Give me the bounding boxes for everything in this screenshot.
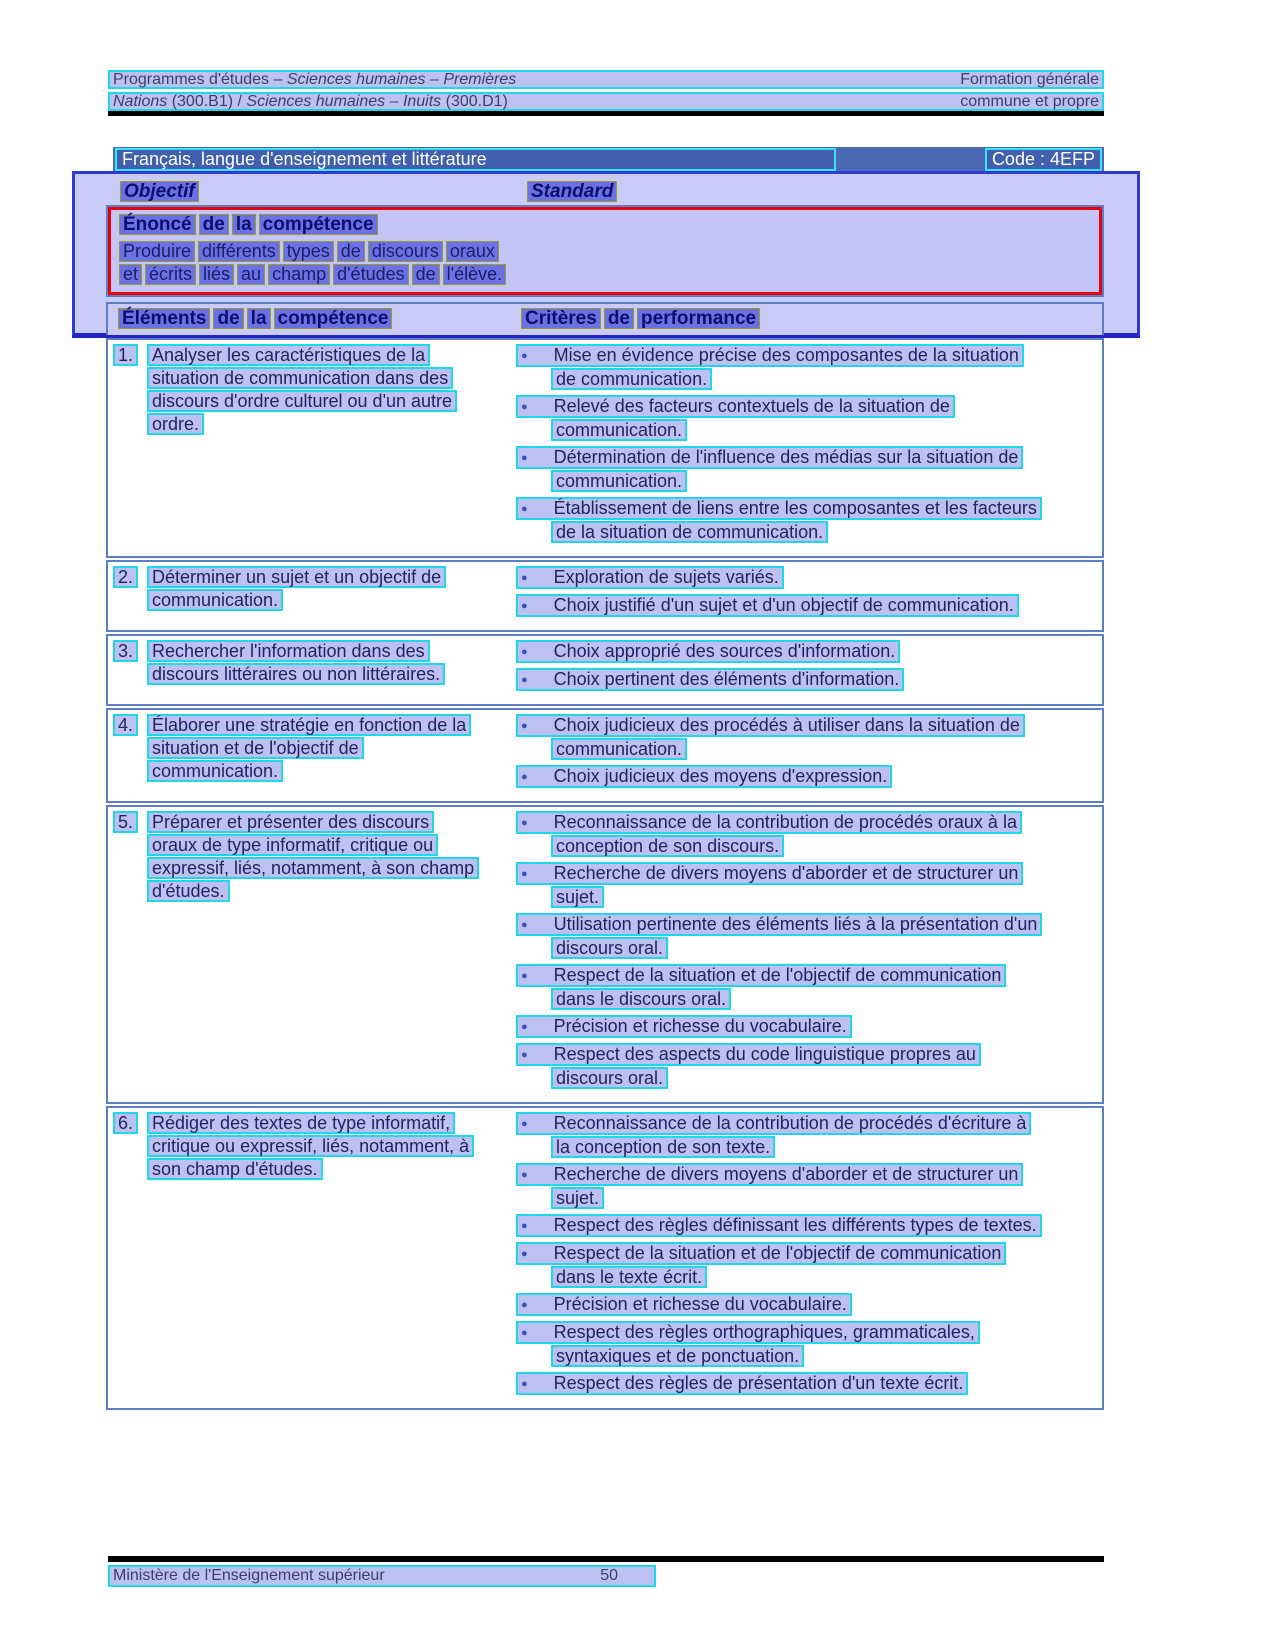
element-line-highlight: son champ d'études. — [147, 1158, 323, 1180]
element-line — [147, 834, 479, 857]
bullet-icon: ● — [521, 817, 528, 829]
criterion-first-line-highlight: ● Choix judicieux des moyens d'expression. — [516, 765, 892, 788]
bullet-icon: ● — [521, 1299, 528, 1311]
objectif-heading — [120, 181, 202, 203]
word-highlight: écrits — [145, 264, 196, 285]
criterion-first-line-highlight: ● Choix approprié des sources d'information. — [516, 640, 900, 663]
bullet-icon: ● — [521, 503, 528, 515]
table-body — [106, 338, 1104, 1412]
word-highlight: de — [604, 308, 634, 329]
criterion — [516, 344, 1098, 391]
element-line-highlight: Rechercher l'information dans des — [147, 640, 430, 662]
element-line — [147, 589, 446, 612]
criterion-line-highlight: communication. — [551, 419, 687, 441]
word-highlight: performance — [637, 308, 760, 329]
criterion-line-highlight: communication. — [551, 470, 687, 492]
bullet-icon: ● — [521, 452, 528, 464]
criterion — [516, 1163, 1098, 1210]
criterion-line — [551, 1266, 1098, 1289]
criterion-line-highlight: conception de son discours. — [551, 835, 784, 857]
criterion — [516, 640, 1098, 664]
criterion — [516, 913, 1098, 960]
criterion-line-highlight: de communication. — [551, 368, 712, 390]
element-line — [147, 390, 457, 413]
criterion-line — [516, 395, 1098, 419]
element-line-highlight: communication. — [147, 589, 283, 611]
bullet-icon: ● — [521, 572, 528, 584]
element-line-highlight: communication. — [147, 760, 283, 782]
enonce-heading — [119, 214, 1091, 236]
word-highlight: au — [237, 264, 265, 285]
element-line — [147, 640, 445, 663]
criterion-line — [551, 470, 1098, 493]
bullet-icon: ● — [521, 1049, 528, 1061]
criterion — [516, 1293, 1098, 1317]
criterion-first-line-highlight: ● Choix justifié d'un sujet et d'un objectif de communication. — [516, 594, 1019, 617]
criterion-line — [551, 419, 1098, 442]
word-highlight: Critères — [521, 308, 601, 329]
bullet-icon: ● — [521, 1220, 528, 1232]
criterion-line-highlight: sujet. — [551, 886, 604, 908]
element-cell — [113, 566, 513, 622]
criterion-line-highlight: de la situation de communication. — [551, 521, 828, 543]
criterion — [516, 862, 1098, 909]
word-highlight: liés — [199, 264, 234, 285]
criterion-first-line-highlight: ● Relevé des facteurs contextuels de la situation de — [516, 395, 955, 418]
criterion-line — [551, 1136, 1098, 1159]
element-number: 1. — [113, 344, 138, 366]
criterion-first-line-highlight: ● Respect des aspects du code linguistique propres au — [516, 1043, 981, 1066]
criterion-line — [516, 1372, 1098, 1396]
criterion-line — [551, 368, 1098, 391]
criterion-line — [516, 1242, 1098, 1266]
element-line-highlight: critique ou expressif, liés, notamment, à — [147, 1135, 474, 1157]
bullet-icon: ● — [521, 868, 528, 880]
criterion-line — [516, 446, 1098, 470]
criterion-line-highlight: communication. — [551, 738, 687, 760]
table-row — [106, 708, 1104, 803]
page-header-left-text — [113, 94, 508, 109]
element-number: 2. — [113, 566, 138, 588]
bullet-icon: ● — [521, 1327, 528, 1339]
page-header-text-segment: (300.D1) — [441, 93, 508, 110]
criterion-first-line-highlight: ● Respect des règles de présentation d'un texte écrit. — [516, 1372, 968, 1395]
word-highlight: de — [412, 264, 440, 285]
element-line-highlight: situation et de l'objectif de — [147, 737, 364, 759]
bullet-icon: ● — [521, 1378, 528, 1390]
word-highlight: de — [213, 308, 243, 329]
word-highlight: Standard — [527, 181, 617, 202]
element-cell — [113, 344, 513, 548]
element-text — [147, 1112, 474, 1181]
element-cell — [113, 714, 513, 793]
word-highlight: d'études — [333, 264, 409, 285]
criterion-line-highlight: discours oral. — [551, 1067, 668, 1089]
word-highlight: champ — [268, 264, 330, 285]
page-footer — [108, 1565, 656, 1587]
criterion-first-line-highlight: ● Recherche de divers moyens d'aborder et de structurer un — [516, 1163, 1023, 1186]
criterion-first-line-highlight: ● Précision et richesse du vocabulaire. — [516, 1015, 852, 1038]
criterion-line — [516, 1321, 1098, 1345]
course-title: Français, langue d'enseignement et littérature — [115, 148, 836, 171]
course-title-bar — [113, 147, 1104, 172]
word-highlight: et — [119, 264, 142, 285]
word-highlight: compétence — [274, 308, 393, 329]
criterion-first-line-highlight: ● Respect de la situation et de l'objectif de communication — [516, 1242, 1006, 1265]
bullet-icon: ● — [521, 771, 528, 783]
word-highlight: types — [283, 241, 334, 262]
word-highlight: oraux — [446, 241, 499, 262]
criteria-cell — [513, 566, 1098, 622]
page-header-text-segment: Programmes d'études – — [113, 71, 287, 88]
element-line-highlight: Rédiger des textes de type informatif, — [147, 1112, 455, 1134]
bullet-icon: ● — [521, 1118, 528, 1130]
page-header-text-segment: (300.B1) / — [167, 93, 247, 110]
element-line — [147, 663, 445, 686]
page-header-text-segment: Sciences humaines – Premières — [286, 71, 517, 88]
criterion-line — [551, 937, 1098, 960]
bullet-icon: ● — [521, 1021, 528, 1033]
criterion-line — [516, 640, 1098, 664]
criterion-line — [516, 862, 1098, 886]
criterion-line — [516, 1112, 1098, 1136]
enonce-line — [119, 264, 1091, 285]
element-line — [147, 413, 457, 436]
element-line — [147, 760, 471, 783]
table-row — [106, 338, 1104, 558]
bullet-icon: ● — [521, 720, 528, 732]
criterion-first-line-highlight: ● Respect des règles définissant les différents types de textes. — [516, 1214, 1042, 1237]
element-line — [147, 566, 446, 589]
criterion-first-line-highlight: ● Précision et richesse du vocabulaire. — [516, 1293, 852, 1316]
bullet-icon: ● — [521, 919, 528, 931]
standard-heading — [527, 181, 620, 203]
criterion — [516, 1015, 1098, 1039]
criterion-first-line-highlight: ● Recherche de divers moyens d'aborder et de structurer un — [516, 862, 1023, 885]
element-text — [147, 640, 445, 686]
criterion-first-line-highlight: ● Utilisation pertinente des éléments liés à la présentation d'un — [516, 913, 1042, 936]
enonce-red-border — [108, 207, 1102, 295]
element-text — [147, 811, 479, 903]
word-highlight: l'élève. — [443, 264, 506, 285]
criterion-line — [516, 1163, 1098, 1187]
table-row — [106, 634, 1104, 706]
criterion — [516, 1214, 1098, 1238]
criterion-line — [516, 344, 1098, 368]
criterion-first-line-highlight: ● Reconnaissance de la contribution de procédés d'écriture à — [516, 1112, 1031, 1135]
criterion — [516, 1112, 1098, 1159]
bullet-icon: ● — [521, 401, 528, 413]
element-cell — [113, 811, 513, 1094]
element-line — [147, 1112, 474, 1135]
word-highlight: Éléments — [118, 308, 210, 329]
word-highlight: de — [199, 214, 229, 235]
page-header-line — [108, 92, 1104, 111]
criteria-cell — [513, 640, 1098, 696]
word-highlight: discours — [368, 241, 443, 262]
criteria-cell — [513, 714, 1098, 793]
criteria-cell — [513, 344, 1098, 548]
criterion-line — [516, 1015, 1098, 1039]
word-highlight: de — [337, 241, 365, 262]
criterion-first-line-highlight: ● Choix judicieux des procédés à utiliser dans la situation de — [516, 714, 1025, 737]
bullet-icon: ● — [521, 1248, 528, 1260]
bullet-icon: ● — [521, 1169, 528, 1181]
criterion-line — [551, 1067, 1098, 1090]
word-highlight: différents — [198, 241, 280, 262]
enonce-line — [119, 241, 1091, 262]
element-line-highlight: Préparer et présenter des discours — [147, 811, 434, 833]
word-highlight: la — [232, 214, 256, 235]
criterion-line-highlight: sujet. — [551, 1187, 604, 1209]
element-line — [147, 1135, 474, 1158]
element-line-highlight: expressif, liés, notamment, à son champ — [147, 857, 479, 879]
element-text — [147, 566, 446, 612]
element-number: 4. — [113, 714, 138, 736]
element-text — [147, 714, 471, 783]
table-row — [106, 805, 1104, 1104]
page-number: 50 — [600, 1567, 618, 1584]
page-header-line — [108, 70, 1104, 89]
criterion — [516, 1043, 1098, 1090]
criterion-first-line-highlight: ● Reconnaissance de la contribution de procédés oraux à la — [516, 811, 1022, 834]
page-header-left-text — [113, 72, 516, 87]
criterion-line — [551, 1345, 1098, 1368]
criterion-line — [516, 765, 1098, 789]
criterion-line-highlight: dans le discours oral. — [551, 988, 731, 1010]
word-highlight: Objectif — [120, 181, 199, 202]
criterion-line — [551, 886, 1098, 909]
word-highlight: la — [247, 308, 271, 329]
criterion-line — [551, 835, 1098, 858]
criterion-first-line-highlight: ● Détermination de l'influence des médias sur la situation de — [516, 446, 1023, 469]
criterion-first-line-highlight: ● Respect de la situation et de l'objectif de communication — [516, 964, 1006, 987]
criterion-line — [516, 913, 1098, 937]
criterion — [516, 1372, 1098, 1396]
element-line-highlight: discours littéraires ou non littéraires. — [147, 663, 445, 685]
element-line — [147, 857, 479, 880]
element-line — [147, 1158, 474, 1181]
criterion-line — [516, 811, 1098, 835]
page-header-right-text: Formation générale — [960, 71, 1099, 88]
bullet-icon: ● — [521, 600, 528, 612]
criterion — [516, 497, 1098, 544]
table-row — [106, 560, 1104, 632]
criterion-line — [551, 521, 1098, 544]
criterion-first-line-highlight: ● Respect des règles orthographiques, grammaticales, — [516, 1321, 980, 1344]
table-header-elements — [108, 308, 513, 335]
element-line-highlight: discours d'ordre culturel ou d'un autre — [147, 390, 457, 412]
element-line — [147, 714, 471, 737]
criterion — [516, 714, 1098, 761]
criterion-line — [516, 668, 1098, 692]
criterion-line — [516, 714, 1098, 738]
criterion-line — [516, 566, 1098, 590]
criterion-first-line-highlight: ● Choix pertinent des éléments d'information. — [516, 668, 904, 691]
word-highlight: compétence — [259, 214, 378, 235]
element-cell — [113, 640, 513, 696]
criterion-line-highlight: discours oral. — [551, 937, 668, 959]
footer-text: Ministère de l'Enseignement supérieur — [113, 1567, 385, 1584]
element-line-highlight: ordre. — [147, 413, 204, 435]
table-row — [106, 1106, 1104, 1410]
element-number: 6. — [113, 1112, 138, 1134]
enonce-box — [106, 205, 1104, 297]
page-header-text-segment: Nations — [113, 93, 168, 110]
element-number: 5. — [113, 811, 138, 833]
element-line-highlight: Élaborer une stratégie en fonction de la — [147, 714, 471, 736]
criterion — [516, 765, 1098, 789]
course-code: Code : 4EFP — [985, 148, 1102, 171]
bullet-icon: ● — [521, 350, 528, 362]
element-line — [147, 737, 471, 760]
criteria-cell — [513, 811, 1098, 1094]
criterion-line-highlight: syntaxiques et de ponctuation. — [551, 1345, 804, 1367]
word-highlight: Énoncé — [119, 214, 196, 235]
criterion-line — [516, 1214, 1098, 1238]
header-rule — [108, 111, 1104, 116]
criterion-line — [551, 738, 1098, 761]
criterion — [516, 1321, 1098, 1368]
criterion-line — [516, 1043, 1098, 1067]
criterion — [516, 668, 1098, 692]
element-cell — [113, 1112, 513, 1400]
criterion — [516, 811, 1098, 858]
criterion-line — [516, 497, 1098, 521]
criteria-cell — [513, 1112, 1098, 1400]
criterion-line-highlight: dans le texte écrit. — [551, 1266, 707, 1288]
word-highlight: Produire — [119, 241, 195, 262]
element-line — [147, 880, 479, 903]
criterion — [516, 566, 1098, 590]
criterion-line-highlight: la conception de son texte. — [551, 1136, 775, 1158]
table-header-criteres — [513, 308, 763, 335]
criterion-line — [551, 1187, 1098, 1210]
criterion-line — [516, 964, 1098, 988]
element-line — [147, 811, 479, 834]
element-line-highlight: Déterminer un sujet et un objectif de — [147, 566, 446, 588]
bullet-icon: ● — [521, 970, 528, 982]
criterion-line — [516, 1293, 1098, 1317]
criterion-line — [516, 594, 1098, 618]
page-header — [108, 70, 1104, 114]
element-line-highlight: d'études. — [147, 880, 230, 902]
criterion — [516, 1242, 1098, 1289]
element-line — [147, 367, 457, 390]
page-header-right-text: commune et propre — [960, 93, 1099, 110]
bullet-icon: ● — [521, 646, 528, 658]
element-number: 3. — [113, 640, 138, 662]
criterion — [516, 964, 1098, 1011]
element-text — [147, 344, 457, 436]
criterion-first-line-highlight: ● Mise en évidence précise des composantes de la situation — [516, 344, 1024, 367]
element-line-highlight: Analyser les caractéristiques de la — [147, 344, 430, 366]
element-line — [147, 344, 457, 367]
bullet-icon: ● — [521, 674, 528, 686]
criterion — [516, 594, 1098, 618]
table-header-row — [106, 302, 1104, 335]
criterion-line — [551, 988, 1098, 1011]
criterion — [516, 395, 1098, 442]
criterion-first-line-highlight: ● Établissement de liens entre les composantes et les facteurs — [516, 497, 1042, 520]
criterion — [516, 446, 1098, 493]
criterion-first-line-highlight: ● Exploration de sujets variés. — [516, 566, 784, 589]
element-line-highlight: situation de communication dans des — [147, 367, 453, 389]
page-header-text-segment: Sciences humaines – Inuits — [246, 93, 442, 110]
element-line-highlight: oraux de type informatif, critique ou — [147, 834, 438, 856]
footer-rule — [108, 1556, 1104, 1562]
